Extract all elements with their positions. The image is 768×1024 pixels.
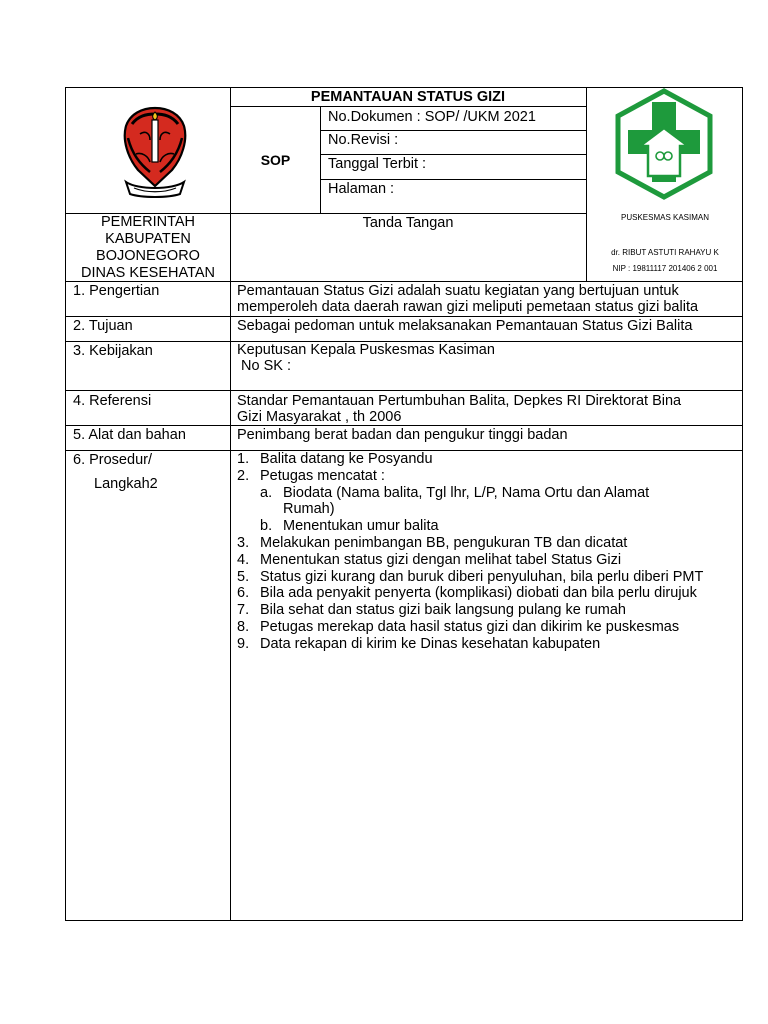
bojonegoro-crest-logo — [120, 104, 190, 200]
row-label-referensi: 4. Referensi — [73, 393, 152, 409]
list-item: 9. Data rekapan di kirim ke Dinas kesehatan kabupaten — [237, 635, 601, 652]
doc-number-field: No.Dokumen : SOP/ /UKM 2021 — [328, 109, 536, 125]
doc-field-divider — [320, 154, 586, 155]
doc-field-divider — [320, 179, 586, 180]
list-item: 8. Petugas merekap data hasil status gizi dan dikirim ke puskesmas — [237, 618, 680, 635]
issue-date-field: Tanggal Terbit : — [328, 156, 427, 172]
head-name: dr. RIBUT ASTUTI RAHAYU K — [611, 248, 719, 257]
puskesmas-logo — [612, 88, 716, 200]
alat-text: Penimbang berat badan dan pengukur tinggi badan — [237, 427, 568, 443]
gov-line-3: BOJONEGORO — [96, 248, 200, 264]
list-item: 3. Melakukan penimbangan BB, pengukuran TB dan dicatat — [237, 534, 628, 551]
row-divider — [65, 390, 743, 391]
row-divider — [65, 425, 743, 426]
pengertian-line-1: Pemantauan Status Gizi adalah suatu kegiatan yang bertujuan untuk — [237, 283, 679, 299]
row-label-pengertian: 1. Pengertian — [73, 283, 160, 299]
row-label-langkah: Langkah2 — [94, 476, 158, 492]
sop-label: SOP — [260, 152, 291, 168]
referensi-line-1: Standar Pemantauan Pertumbuhan Balita, Depkes RI Direktorat Bina — [237, 393, 682, 409]
head-nip: NIP : 19811117 201406 2 001 — [612, 264, 718, 273]
title-row-divider — [230, 106, 586, 107]
row-label-prosedur: 6. Prosedur/ — [73, 452, 152, 468]
list-item: b. Menentukan umur balita — [260, 518, 439, 535]
list-item: 2. Petugas mencatat : — [237, 467, 385, 484]
gov-line-2: KABUPATEN — [105, 231, 191, 247]
list-item: 7. Bila sehat dan status gizi baik langsung pulang ke rumah — [237, 602, 626, 619]
procedure-steps — [237, 451, 737, 653]
list-item: Rumah) — [283, 501, 335, 518]
row-label-kebijakan: 3. Kebijakan — [73, 343, 153, 359]
list-item: 4. Menentukan status gizi dengan melihat tabel Status Gizi — [237, 551, 622, 568]
doc-field-divider — [320, 130, 586, 131]
pengertian-line-2: memperoleh data daerah rawan gizi meliputi pemetaan status gizi balita — [237, 299, 699, 315]
row-label-tujuan: 2. Tujuan — [73, 318, 133, 334]
kebijakan-line-2: No SK : — [237, 358, 291, 374]
document-title: PEMANTAUAN STATUS GIZI — [310, 89, 506, 105]
list-item: 1. Balita datang ke Posyandu — [237, 451, 433, 467]
signature-label: Tanda Tangan — [362, 215, 454, 231]
puskesmas-name: PUSKESMAS KASIMAN — [620, 213, 710, 222]
row-label-alat: 5. Alat dan bahan — [73, 427, 186, 443]
list-item: a. Biodata (Nama balita, Tgl lhr, L/P, Nama Ortu dan Alamat — [260, 484, 650, 501]
row-divider — [65, 316, 743, 317]
revision-field: No.Revisi : — [328, 132, 399, 148]
list-item: 5. Status gizi kurang dan buruk diberi penyuluhan, bila perlu diberi PMT — [237, 568, 704, 585]
gov-line-1: PEMERINTAH — [101, 214, 195, 230]
list-item: 6. Bila ada penyakit penyerta (komplikasi) diobati dan bila perlu dirujuk — [237, 585, 697, 602]
gov-line-4: DINAS KESEHATAN — [80, 265, 216, 281]
kebijakan-line-1: Keputusan Kepala Puskesmas Kasiman — [237, 342, 495, 358]
referensi-line-2: Gizi Masyarakat , th 2006 — [237, 409, 402, 425]
column-divider-sop — [320, 106, 321, 213]
page-field: Halaman : — [328, 181, 395, 197]
tujuan-text: Sebagai pedoman untuk melaksanakan Pemantauan Status Gizi Balita — [237, 318, 693, 334]
